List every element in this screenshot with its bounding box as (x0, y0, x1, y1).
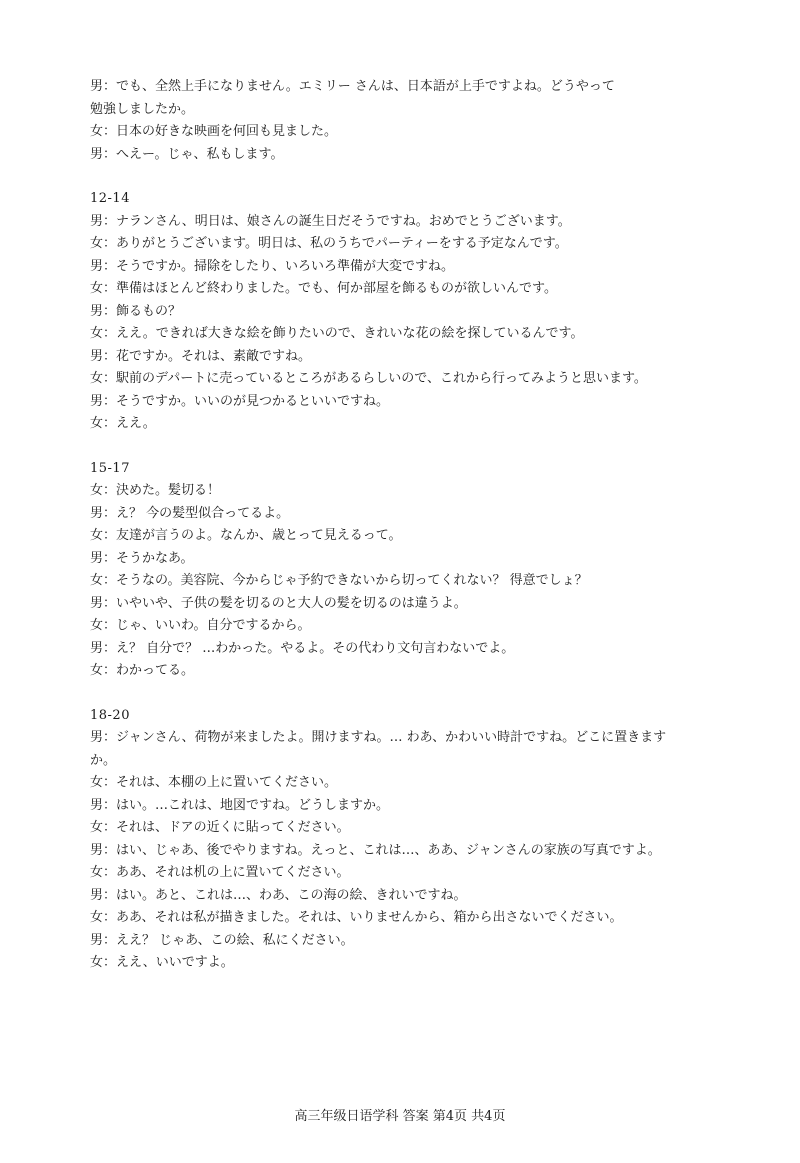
dialogue-line: 女：駅前のデパートに売っているところがあるらしいので、これから行ってみようと思います。 (90, 371, 647, 386)
question-range-label: 18-20 (90, 707, 130, 723)
dialogue-line: 女：ああ、それは私が描きました。それは、いりませんから、箱から出さないでください。 (90, 910, 623, 925)
dialogue-block (90, 188, 720, 436)
dialogue-line: 女：じゃ、いいわ。自分でするから。 (90, 618, 311, 633)
dialogue-line: 女：ええ。 (90, 416, 156, 431)
dialogue-line: 男：でも、全然上手になりません。エミリー さんは、日本語が上手ですよね。どうやって (90, 79, 615, 94)
dialogue-line: 男：え？ 今の髪型似合ってるよ。 (90, 505, 290, 521)
dialogue-line: 男：はい。…これは、地図ですね。どうしますか。 (90, 797, 390, 813)
dialogue-block (90, 76, 720, 166)
dialogue-line: 男：そうですか。いいのが見つかるといいですね。 (90, 393, 390, 409)
dialogue-line: 女：ええ、いいですよ。 (90, 955, 234, 970)
dialogue-line: か。 (90, 752, 117, 768)
dialogue-block (90, 705, 720, 975)
dialogue-line: 女：わかってる。 (90, 663, 195, 678)
dialogue-line: 女：そうなの。美容院、今からじゃ予約できないから切ってくれない？ 得意でしょ？ (90, 573, 588, 588)
dialogue-line: 男：はい。あと、これは…、わあ、この海の絵、きれいですね。 (90, 887, 467, 903)
dialogue-line: 男：ナランさん、明日は、娘さんの誕生日だそうですね。おめでとうございます。 (90, 213, 571, 229)
dialogue-line: 女：決めた。髪切る！ (90, 483, 221, 498)
document-body (90, 76, 720, 997)
dialogue-line: 女：それは、本棚の上に置いてください。 (90, 775, 338, 790)
dialogue-line: 女：準備はほとんど終わりました。でも、何か部屋を飾るものが欲しいんです。 (90, 281, 557, 296)
dialogue-line: 男：花ですか。それは、素敵ですね。 (90, 348, 312, 364)
dialogue-line: 男：そうかなあ。 (90, 550, 194, 566)
dialogue-line: 女：ええ。できれば大きな絵を飾りたいので、きれいな花の絵を探しているんです。 (90, 326, 584, 341)
dialogue-block (90, 458, 720, 683)
dialogue-line: 女：ああ、それは机の上に置いてください。 (90, 865, 350, 880)
dialogue-line: 女：ありがとうございます。明日は、私のうちでパーティーをする予定なんです。 (90, 236, 568, 251)
dialogue-line: 男：そうですか。掃除をしたり、いろいろ準備が大変ですね。 (90, 258, 455, 274)
question-range-label: 12-14 (90, 191, 130, 206)
dialogue-line: 男：いやいや、子供の髪を切るのと大人の髪を切るのは違うよ。 (90, 595, 467, 611)
dialogue-line: 男：へえー。じゃ、私もします。 (90, 146, 284, 162)
page-footer: 高三年级日语学科 答案 第4页 共4页 (294, 1109, 506, 1124)
dialogue-line: 男：はい、じゃあ、後でやりますね。えっと、これは…、ああ、ジャンさんの家族の写真ですよ。 (90, 842, 661, 858)
dialogue-line: 男：え？ 自分で？ …わかった。やるよ。その代わり文句言わないでよ。 (90, 640, 515, 656)
dialogue-line: 女：友達が言うのよ。なんか、歳とって見えるって。 (90, 528, 402, 543)
dialogue-line: 男：ええ？ じゃあ、この絵、私にください。 (90, 932, 354, 948)
question-range-label: 15-17 (90, 460, 130, 476)
dialogue-line: 男：飾るもの？ (90, 303, 182, 319)
dialogue-line: 勉強しましたか。 (90, 101, 195, 117)
dialogue-line: 女：日本の好きな映画を何回も見ました。 (90, 124, 338, 139)
dialogue-line: 女：それは、ドアの近くに貼ってください。 (90, 820, 350, 835)
dialogue-line: 男：ジャンさん、荷物が来ましたよ。開けますね。… わあ、かわいい時計ですね。どこに置きます (90, 730, 667, 745)
